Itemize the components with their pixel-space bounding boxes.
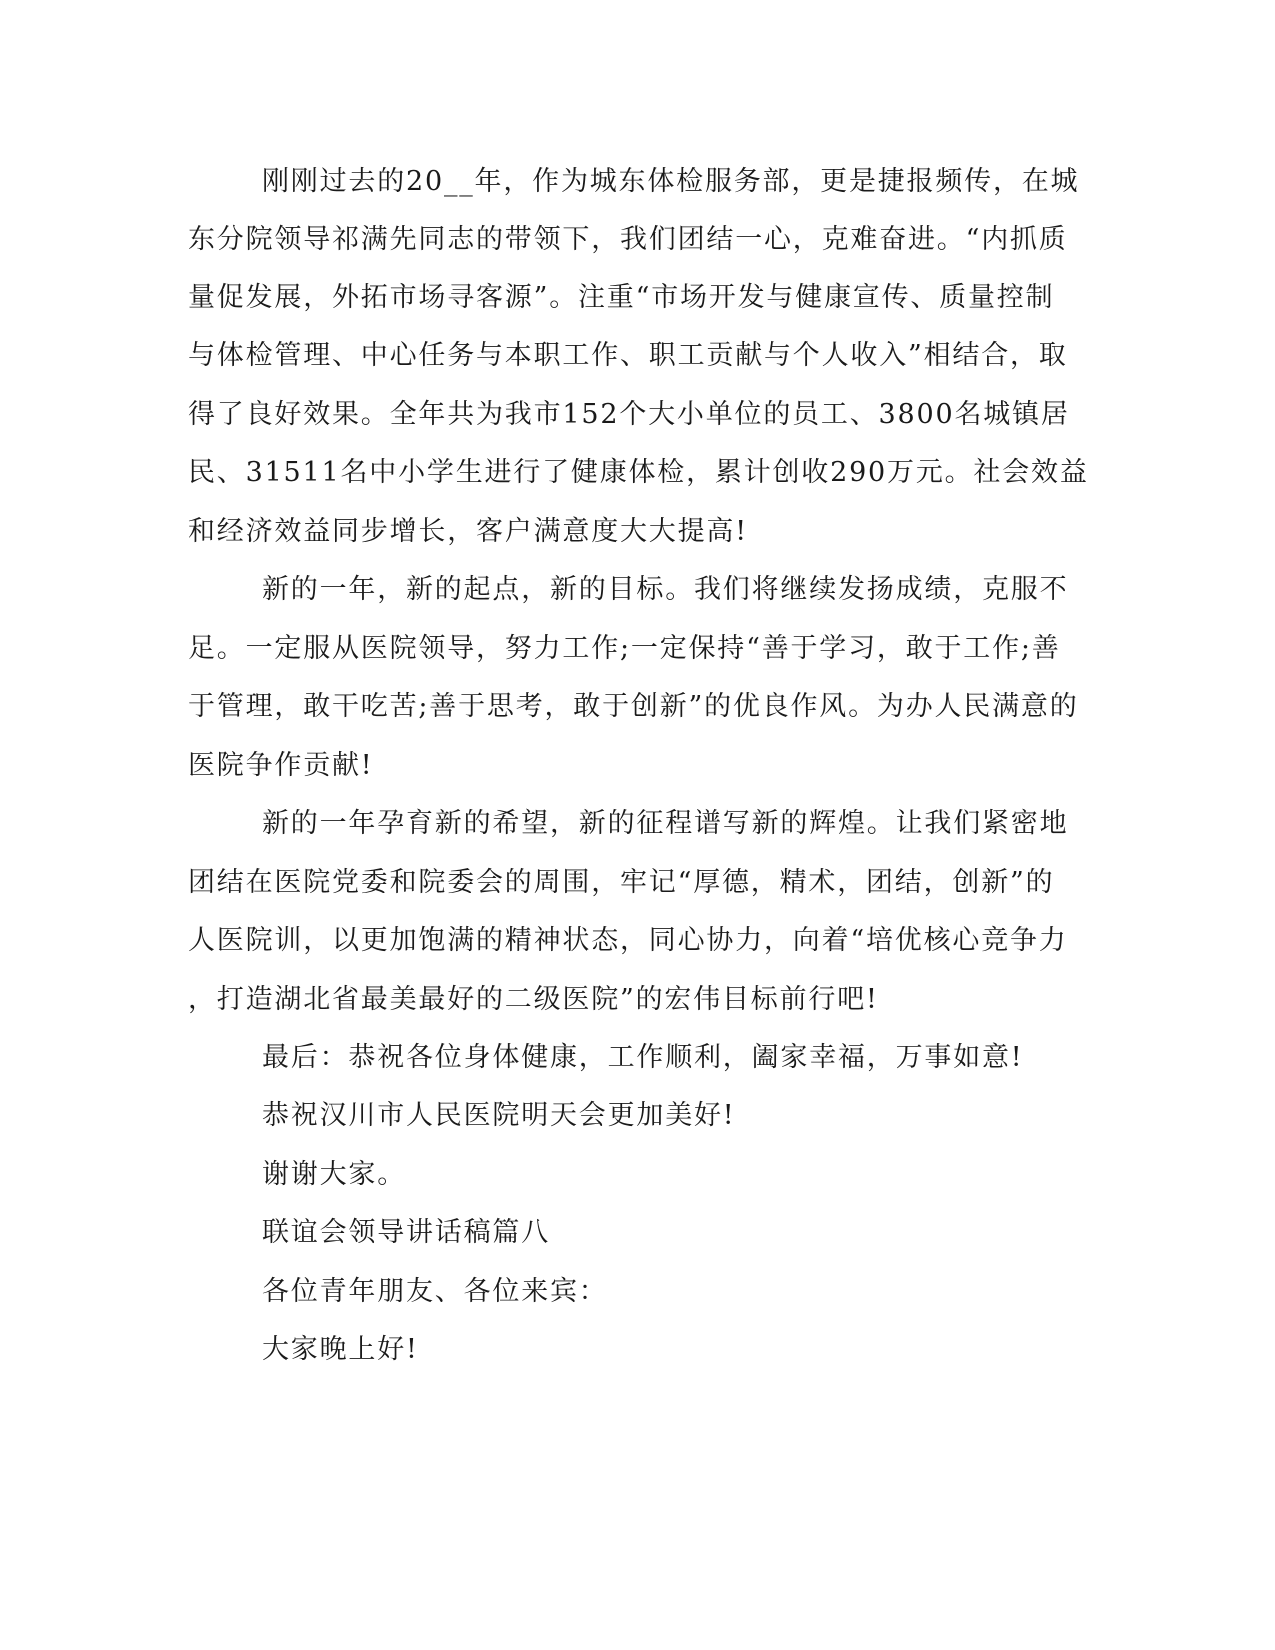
paragraph-2-line-3: 于管理，敢干吃苦;善于思考，敢于创新”的优良作风。为办人民满意的 xyxy=(188,691,1079,722)
closing-wishes: 最后：恭祝各位身体健康，工作顺利，阖家幸福，万事如意! xyxy=(262,1042,1024,1073)
greeting: 大家晚上好! xyxy=(262,1334,419,1365)
paragraph-3-line-2: 团结在医院党委和院委会的周围，牢记“厚德，精术，团结，创新”的 xyxy=(188,867,1055,898)
paragraph-1-line-3: 量促发展，外拓市场寻客源”。注重“市场开发与健康宣传、质量控制 xyxy=(188,282,1055,313)
paragraph-3-line-3: 人医院训，以更加饱满的精神状态，同心协力，向着“培优核心竞争力 xyxy=(188,925,1068,956)
paragraph-3-line-1: 新的一年孕育新的希望，新的征程谱写新的辉煌。让我们紧密地 xyxy=(262,808,1069,839)
paragraph-2-line-1: 新的一年，新的起点，新的目标。我们将继续发扬成绩，克服不 xyxy=(262,574,1069,605)
paragraph-1-line-6: 民、31511名中小学生进行了健康体检，累计创收290万元。社会效益 xyxy=(188,457,1089,488)
paragraph-3-line-4: ，打造湖北省最美最好的二级医院”的宏伟目标前行吧! xyxy=(188,984,879,1015)
paragraph-2-line-2: 足。一定服从医院领导，努力工作;一定保持“善于学习，敢于工作;善 xyxy=(188,633,1061,664)
salutation: 各位青年朋友、各位来宾： xyxy=(262,1276,608,1307)
thanks-line: 谢谢大家。 xyxy=(262,1159,406,1190)
paragraph-1-line-1: 刚刚过去的20__年，作为城东体检服务部，更是捷报频传，在城 xyxy=(262,166,1080,197)
paragraph-1-line-7: 和经济效益同步增长，客户满意度大大提高! xyxy=(188,516,748,547)
paragraph-1-line-4: 与体检管理、中心任务与本职工作、职工贡献与个人收入”相结合，取 xyxy=(188,340,1068,371)
section-title: 联谊会领导讲话稿篇八 xyxy=(262,1217,550,1248)
paragraph-1-line-5: 得了良好效果。全年共为我市152个大小单位的员工、3800名城镇居 xyxy=(188,399,1070,430)
paragraph-2-line-4: 医院争作贡献! xyxy=(188,750,374,781)
paragraph-1-line-2: 东分院领导祁满先同志的带领下，我们团结一心，克难奋进。“内抓质 xyxy=(188,224,1068,255)
hospital-wishes: 恭祝汉川市人民医院明天会更加美好! xyxy=(262,1100,736,1131)
